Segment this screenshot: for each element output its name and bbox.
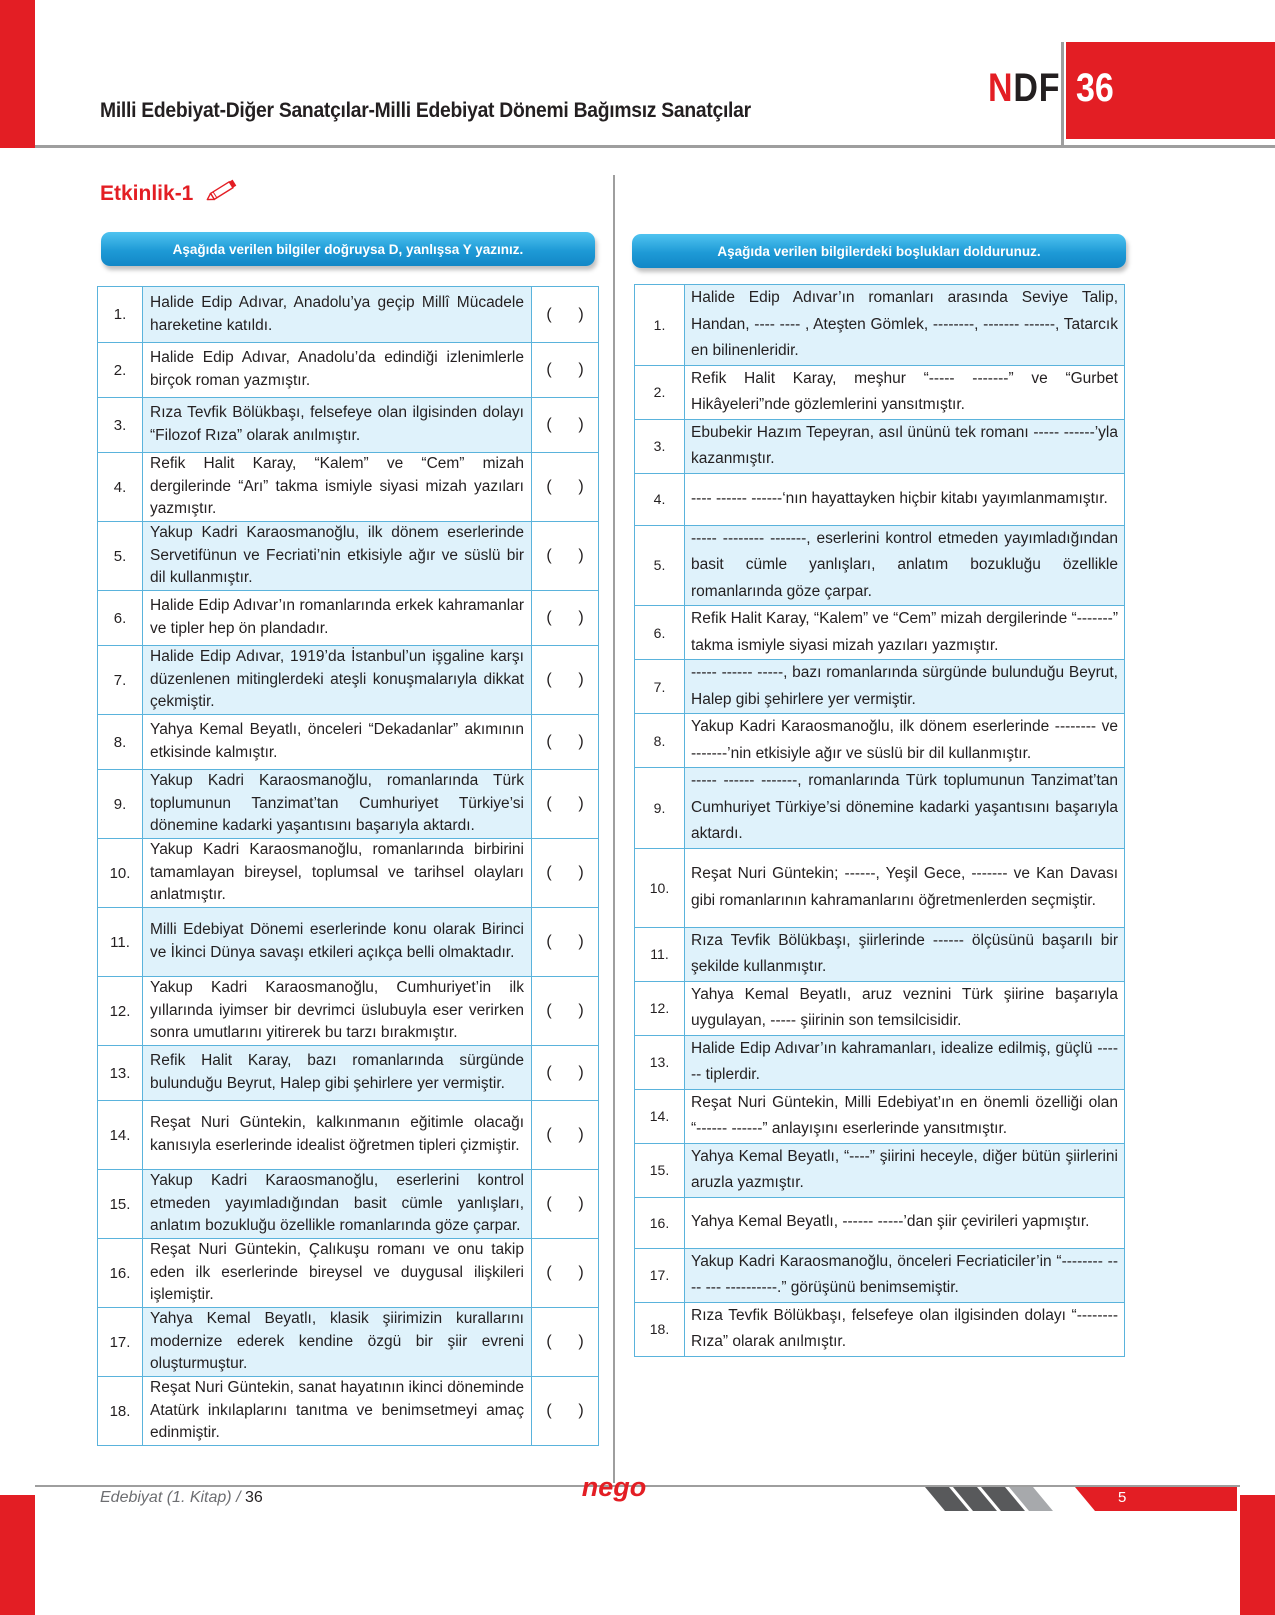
question-number: 16. <box>98 1239 143 1308</box>
question-number: 15. <box>98 1170 143 1239</box>
pencil-icon <box>205 178 239 204</box>
question-number: 5. <box>635 525 685 606</box>
true-false-row <box>98 977 599 1046</box>
statement-text: Halide Edip Adıvar’ın romanlarında erkek kahramanlar ve tipler hep ön plandadır. <box>143 591 532 646</box>
instruction-banner-true-false: Aşağıda verilen bilgiler doğruysa D, yanlışsa Y yazınız. <box>101 232 595 266</box>
fill-in-sentence[interactable]: ----- ------ -----, bazı romanlarında sürgünde bulunduğu Beyrut, Halep gibi şehirlere yer vermiştir. <box>685 660 1125 714</box>
answer-box[interactable]: ( ) <box>532 1239 599 1308</box>
true-false-row <box>98 453 599 522</box>
question-number: 1. <box>98 287 143 343</box>
question-number: 4. <box>635 473 685 525</box>
question-number: 17. <box>98 1308 143 1377</box>
question-number: 13. <box>635 1035 685 1089</box>
true-false-row <box>98 1046 599 1101</box>
statement-text: Yakup Kadri Karaosmanoğlu, ilk dönem eserlerinde Servetifünun ve Fecriati’nin etkisiyle ağır ve süslü bir dil kullanmıştır. <box>143 522 532 591</box>
answer-box[interactable]: ( ) <box>532 1377 599 1446</box>
question-number: 14. <box>635 1089 685 1143</box>
question-number: 16. <box>635 1197 685 1248</box>
page-number: 5 <box>1118 1489 1127 1506</box>
answer-box[interactable]: ( ) <box>532 646 599 715</box>
fill-in-row <box>635 848 1125 927</box>
fill-in-table <box>634 284 1125 1357</box>
fill-in-row <box>635 660 1125 714</box>
fill-in-row <box>635 981 1125 1035</box>
fill-in-sentence[interactable]: Yahya Kemal Beyatlı, aruz veznini Türk şiirine başarıyla uygulayan, ----- şiirinin son temsilcisidir. <box>685 981 1125 1035</box>
publisher-logo-text: nego <box>581 1472 647 1502</box>
fill-in-row <box>635 285 1125 366</box>
question-number: 5. <box>98 522 143 591</box>
answer-box[interactable]: ( ) <box>532 839 599 908</box>
answer-box[interactable]: ( ) <box>532 398 599 453</box>
fill-in-row <box>635 606 1125 660</box>
fill-in-row <box>635 525 1125 606</box>
publisher-logo <box>577 1470 651 1504</box>
question-number: 11. <box>635 927 685 981</box>
statement-text: Reşat Nuri Güntekin, kalkınmanın eğitimle olacağı kanısıyla eserlerinde idealist öğretmen tipleri çizmiştir. <box>143 1101 532 1170</box>
true-false-row <box>98 1239 599 1308</box>
fill-in-row <box>635 1197 1125 1248</box>
true-false-row <box>98 839 599 908</box>
answer-box[interactable]: ( ) <box>532 591 599 646</box>
question-number: 1. <box>635 285 685 366</box>
answer-box[interactable]: ( ) <box>532 770 599 839</box>
statement-text: Halide Edip Adıvar, Anadolu’ya geçip Millî Mücadele hareketine katıldı. <box>143 287 532 343</box>
question-number: 18. <box>635 1302 685 1356</box>
statement-text: Yahya Kemal Beyatlı, önceleri “Dekadanlar” akımının etkisinde kalmıştır. <box>143 715 532 770</box>
fill-in-sentence[interactable]: Yakup Kadri Karaosmanoğlu, önceleri Fecriaticiler’in “-------- ---- --- ----------.” görüşünü benimsemiştir. <box>685 1248 1125 1302</box>
answer-box[interactable]: ( ) <box>532 715 599 770</box>
ndf-code <box>988 66 1060 111</box>
fill-in-row <box>635 1143 1125 1197</box>
red-page-tab <box>1240 1495 1275 1615</box>
statement-text: Yakup Kadri Karaosmanoğlu, eserlerini kontrol etmeden yayımladığından basit cümle yanlışları, anlatım bozukluğu özellikle romanlarında göze çarpar. <box>143 1170 532 1239</box>
true-false-row <box>98 591 599 646</box>
answer-box[interactable]: ( ) <box>532 908 599 977</box>
instruction-banner-fill-blanks: Aşağıda verilen bilgilerdeki boşlukları doldurunuz. <box>632 234 1126 268</box>
question-number: 6. <box>635 606 685 660</box>
fill-in-sentence[interactable]: Yahya Kemal Beyatlı, “----” şiirini heceyle, diğer bütün şiirlerini aruzla yazmıştır. <box>685 1143 1125 1197</box>
header-divider <box>35 145 1275 148</box>
fill-in-row <box>635 1035 1125 1089</box>
red-margin-strip-bottom <box>0 1495 35 1615</box>
question-number: 13. <box>98 1046 143 1101</box>
fill-in-row <box>635 714 1125 768</box>
question-number: 2. <box>635 365 685 419</box>
question-number: 7. <box>98 646 143 715</box>
question-number: 7. <box>635 660 685 714</box>
fill-in-sentence[interactable]: Ebubekir Hazım Tepeyran, asıl ününü tek romanı ----- ------’yla kazanmıştır. <box>685 419 1125 473</box>
footer-book-title <box>100 1489 263 1507</box>
fill-in-sentence[interactable]: Reşat Nuri Güntekin, Milli Edebiyat’ın en önemli özelliği olan “------ ------” anlayışını eserlerinde yansıtmıştır. <box>685 1089 1125 1143</box>
red-margin-strip-top <box>0 0 35 148</box>
fill-in-sentence[interactable]: Yakup Kadri Karaosmanoğlu, ilk dönem eserlerinde -------- ve -------’nin etkisiyle ağır ve süslü bir dil kullanmıştır. <box>685 714 1125 768</box>
statement-text: Rıza Tevfik Bölükbaşı, felsefeye olan ilgisinden dolayı “Filozof Rıza” olarak anılmıştır. <box>143 398 532 453</box>
question-number: 10. <box>98 839 143 908</box>
fill-in-sentence[interactable]: ----- -------- -------, eserlerini kontrol etmeden yayımladığından basit cümle yanlışları, anlatım bozukluğu özellikle romanlarında göze çarpar. <box>685 525 1125 606</box>
column-divider <box>613 175 615 1483</box>
fill-in-sentence[interactable]: ---- ------ ------‘nın hayattayken hiçbir kitabı yayımlanmamıştır. <box>685 473 1125 525</box>
fill-in-sentence[interactable]: Halide Edip Adıvar’ın romanları arasında Seviye Talip, Handan, ---- ---- , Ateşten Gömlek, --------, ------- ------, Tatarcık en bilinenleridir. <box>685 285 1125 366</box>
ndf-code-df: DF <box>1013 66 1061 110</box>
answer-box[interactable]: ( ) <box>532 287 599 343</box>
question-number: 15. <box>635 1143 685 1197</box>
question-number: 3. <box>98 398 143 453</box>
question-number: 10. <box>635 848 685 927</box>
fill-in-sentence[interactable]: Refik Halit Karay, meşhur “----- -------” ve “Gurbet Hikâyeleri”nde gözlemlerini yansıtmıştır. <box>685 365 1125 419</box>
true-false-row <box>98 398 599 453</box>
ndf-number: 36 <box>1076 66 1114 110</box>
fill-in-sentence[interactable]: Yahya Kemal Beyatlı, ------ -----’dan şiir çevirileri yapmıştır. <box>685 1197 1125 1248</box>
fill-in-row <box>635 768 1125 849</box>
true-false-row <box>98 908 599 977</box>
statement-text: Reşat Nuri Güntekin, Çalıkuşu romanı ve onu takip eden ilk eserlerinde bireysel ve duygusal ilişkileri işlemiştir. <box>143 1239 532 1308</box>
fill-in-sentence[interactable]: Refik Halit Karay, “Kalem” ve “Cem” mizah dergilerinde “-------” takma ismiyle siyasi mizah yazıları yazmıştır. <box>685 606 1125 660</box>
question-number: 8. <box>98 715 143 770</box>
ndf-separator <box>1061 42 1064 148</box>
statement-text: Yakup Kadri Karaosmanoğlu, romanlarında birbirini tamamlayan bireysel, toplumsal ve tarihsel olayları anlatmıştır. <box>143 839 532 908</box>
footer-book-page: 36 <box>244 1489 263 1506</box>
true-false-row <box>98 1308 599 1377</box>
true-false-row <box>98 770 599 839</box>
answer-box[interactable]: ( ) <box>532 1308 599 1377</box>
answer-box[interactable]: ( ) <box>532 1101 599 1170</box>
statement-text: Yakup Kadri Karaosmanoğlu, Cumhuriyet’in ilk yıllarında iyimser bir devrimci üslubuyla eser verirken sonra umutlarını yitirerek bu tarzı bırakmıştır. <box>143 977 532 1046</box>
fill-in-row <box>635 927 1125 981</box>
answer-box[interactable]: ( ) <box>532 522 599 591</box>
answer-box[interactable]: ( ) <box>532 343 599 398</box>
statement-text: Refik Halit Karay, bazı romanlarında sürgünde bulunduğu Beyrut, Halep gibi şehirlere yer vermiştir. <box>143 1046 532 1101</box>
fill-in-sentence[interactable]: Rıza Tevfik Bölükbaşı, şiirlerinde ------ ölçüsünü başarılı bir şekilde kullanmıştır. <box>685 927 1125 981</box>
statement-text: Reşat Nuri Güntekin, sanat hayatının ikinci döneminde Atatürk inkılaplarını tanıtma ve benimsetmeyi amaç edinmiştir. <box>143 1377 532 1446</box>
question-number: 9. <box>635 768 685 849</box>
fill-in-sentence[interactable]: Rıza Tevfik Bölükbaşı, felsefeye olan ilgisinden dolayı “-------- Rıza” olarak anılmıştır. <box>685 1302 1125 1356</box>
true-false-row <box>98 1101 599 1170</box>
fill-in-row <box>635 365 1125 419</box>
true-false-row <box>98 287 599 343</box>
true-false-row <box>98 715 599 770</box>
fill-in-sentence[interactable]: Reşat Nuri Güntekin; ------, Yeşil Gece, ------- ve Kan Davası gibi romanlarının kahramanlarını öğretmenlerden seçmiştir. <box>685 848 1125 927</box>
answer-box[interactable]: ( ) <box>532 453 599 522</box>
question-number: 8. <box>635 714 685 768</box>
ndf-code-n: N <box>988 66 1014 110</box>
question-number: 3. <box>635 419 685 473</box>
statement-text: Refik Halit Karay, “Kalem” ve “Cem” mizah dergilerinde “Arı” takma ismiyle siyasi mizah yazıları yazmıştır. <box>143 453 532 522</box>
question-number: 9. <box>98 770 143 839</box>
fill-in-sentence[interactable]: Halide Edip Adıvar’ın kahramanları, idealize edilmiş, güçlü ------ tiplerdir. <box>685 1035 1125 1089</box>
true-false-row <box>98 1377 599 1446</box>
fill-in-row <box>635 1248 1125 1302</box>
fill-in-row <box>635 1089 1125 1143</box>
fill-in-row <box>635 473 1125 525</box>
answer-box[interactable]: ( ) <box>532 1046 599 1101</box>
statement-text: Yakup Kadri Karaosmanoğlu, romanlarında Türk toplumunun Tanzimat’tan Cumhuriyet Türkiye’si dönemine kadarki yaşantısını başarıyla aktardı. <box>143 770 532 839</box>
question-number: 12. <box>635 981 685 1035</box>
true-false-row <box>98 343 599 398</box>
question-number: 12. <box>98 977 143 1046</box>
true-false-row <box>98 1170 599 1239</box>
question-number: 6. <box>98 591 143 646</box>
fill-in-row <box>635 419 1125 473</box>
footer-stripes <box>925 1487 1237 1511</box>
activity-title: Etkinlik-1 <box>100 182 194 205</box>
answer-box[interactable]: ( ) <box>532 1170 599 1239</box>
question-number: 14. <box>98 1101 143 1170</box>
footer-book-name: Edebiyat (1. Kitap) / <box>100 1489 241 1506</box>
question-number: 11. <box>98 908 143 977</box>
fill-in-sentence[interactable]: ----- ------ -------, romanlarında Türk toplumunun Tanzimat’tan Cumhuriyet Türkiye’si dönemine kadarki yaşantısını başarıyla aktardı. <box>685 768 1125 849</box>
question-number: 4. <box>98 453 143 522</box>
statement-text: Yahya Kemal Beyatlı, klasik şiirimizin kurallarını modernize ederek kendine özgü bir şiir evreni oluşturmuştur. <box>143 1308 532 1377</box>
question-number: 2. <box>98 343 143 398</box>
fill-in-row <box>635 1302 1125 1356</box>
statement-text: Halide Edip Adıvar, 1919’da İstanbul’un işgaline karşı düzenlenen mitinglerdeki ateşli konuşmalarıyla dikkat çekmiştir. <box>143 646 532 715</box>
statement-text: Halide Edip Adıvar, Anadolu’da edindiği izlenimlerle birçok roman yazmıştır. <box>143 343 532 398</box>
question-number: 18. <box>98 1377 143 1446</box>
true-false-row <box>98 646 599 715</box>
true-false-table <box>97 286 599 1446</box>
question-number: 17. <box>635 1248 685 1302</box>
page-title: Milli Edebiyat-Diğer Sanatçılar-Milli Edebiyat Dönemi Bağımsız Sanatçılar <box>100 99 751 122</box>
statement-text: Milli Edebiyat Dönemi eserlerinde konu olarak Birinci ve İkinci Dünya savaşı etkileri açıkça belli olmaktadır. <box>143 908 532 977</box>
answer-box[interactable]: ( ) <box>532 977 599 1046</box>
true-false-row <box>98 522 599 591</box>
